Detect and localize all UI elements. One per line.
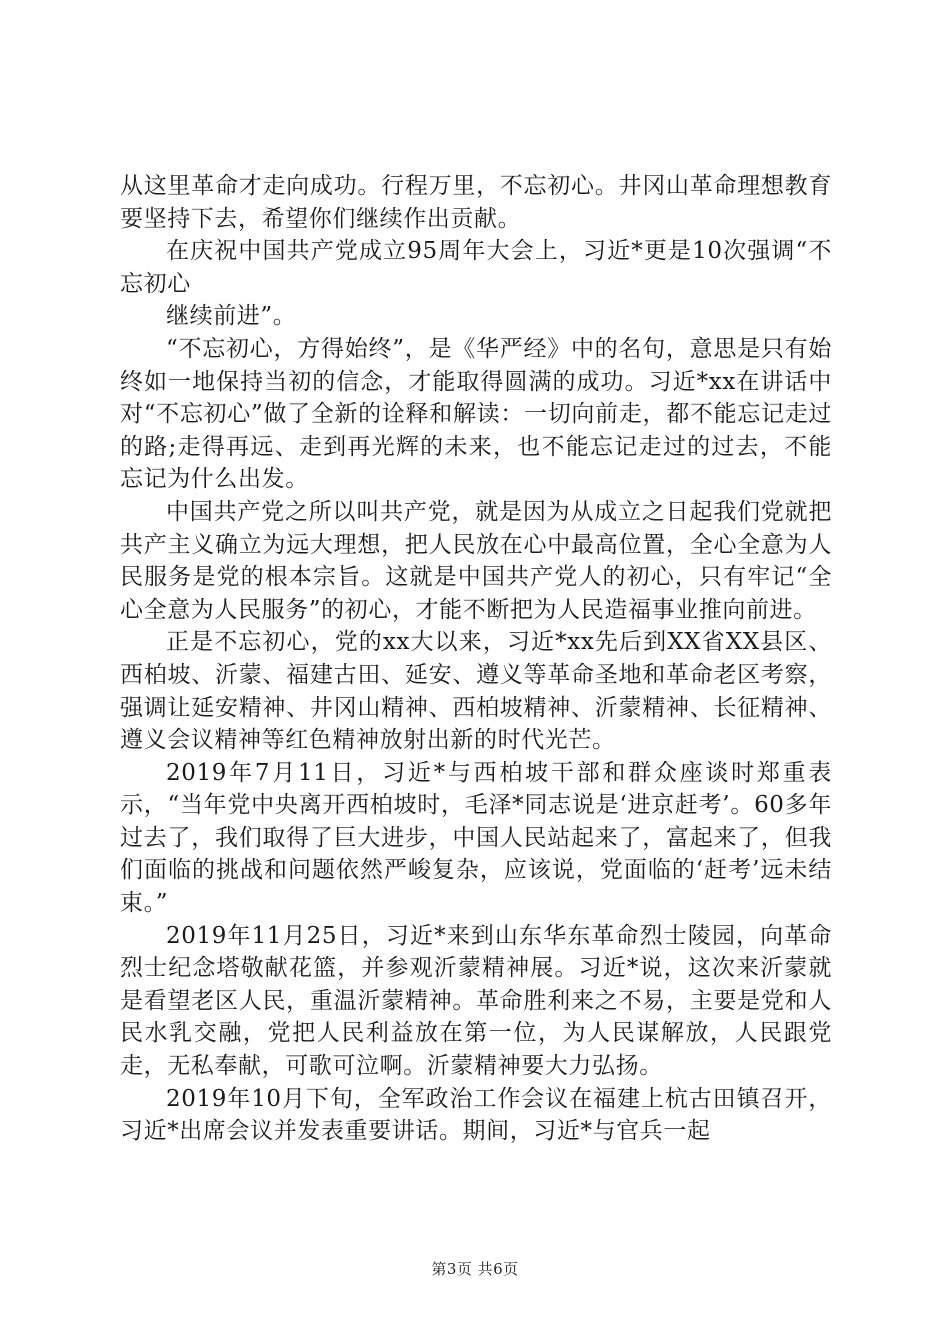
document-body — [120, 170, 832, 1148]
paragraph-8: 2019年11月25日，习近*来到山东华东革命烈士陵园，向革命烈士纪念塔敬献花篮，并参观沂蒙精神展。习近*说，这次来沂蒙就是看望老区人民，重温沂蒙精神。革命胜利来之不易，主要是党和人民水乳交融，党把人民利益放在第一位，为人民谋解放，人民跟党走，无私奉献，可歌可泣啊。沂蒙精神要大力弘扬。 — [120, 922, 832, 1080]
paragraph-1: 从这里革命才走向成功。行程万里，不忘初心。井冈山革命理想教育要坚持下去，希望你们继续作出贡献。 — [120, 173, 832, 232]
paragraph-6: 正是不忘初心，党的xx大以来，习近*xx先后到XX省XX县区、西柏坡、沂蒙、福建古田、延安、遵义等革命圣地和革命老区考察，强调让延安精神、井冈山精神、西柏坡精神、沂蒙精神、长征精神、遵义会议精神等红色精神放射出新的时代光芒。 — [120, 629, 832, 754]
paragraph-2: 在庆祝中国共产党成立95周年大会上，习近*更是10次强调“不忘初心 — [120, 238, 832, 297]
paragraph-7: 2019年7月11日，习近*与西柏坡干部和群众座谈时郑重表示，“当年党中央离开西柏坡时，毛泽*同志说是‘进京赶考’。60多年过去了，我们取得了巨大进步，中国人民站起来了，富起来了，但我们面临的挑战和问题依然严峻复杂，应该说，党面临的‘赶考’远未结束。” — [120, 759, 832, 917]
paragraph-3: 继续前进”。 — [166, 303, 297, 330]
page-footer: 第3页 共6页 — [431, 1260, 519, 1278]
paragraph-4: “不忘初心，方得始终”，是《华严经》中的名句，意思是只有始终如一地保持当初的信念，才能取得圆满的成功。习近*xx在讲话中对“不忘初心”做了全新的诠释和解读：一切向前走，都不能忘记走过的路;走得再远、走到再光辉的未来，也不能忘记走过的过去，不能忘记为什么出发。 — [120, 335, 832, 493]
paragraph-5: 中国共产党之所以叫共产党，就是因为从成立之日起我们党就把共产主义确立为远大理想，把人民放在心中最高位置，全心全意为人民服务是党的根本宗旨。这就是中国共产党人的初心，只有牢记“全心全意为人民服务”的初心，才能不断把为人民造福事业推向前进。 — [120, 498, 832, 623]
paragraph-9: 2019年10月下旬，全军政治工作会议在福建上杭古田镇召开，习近*出席会议并发表重要讲话。期间，习近*与官兵一起 — [120, 1085, 832, 1145]
